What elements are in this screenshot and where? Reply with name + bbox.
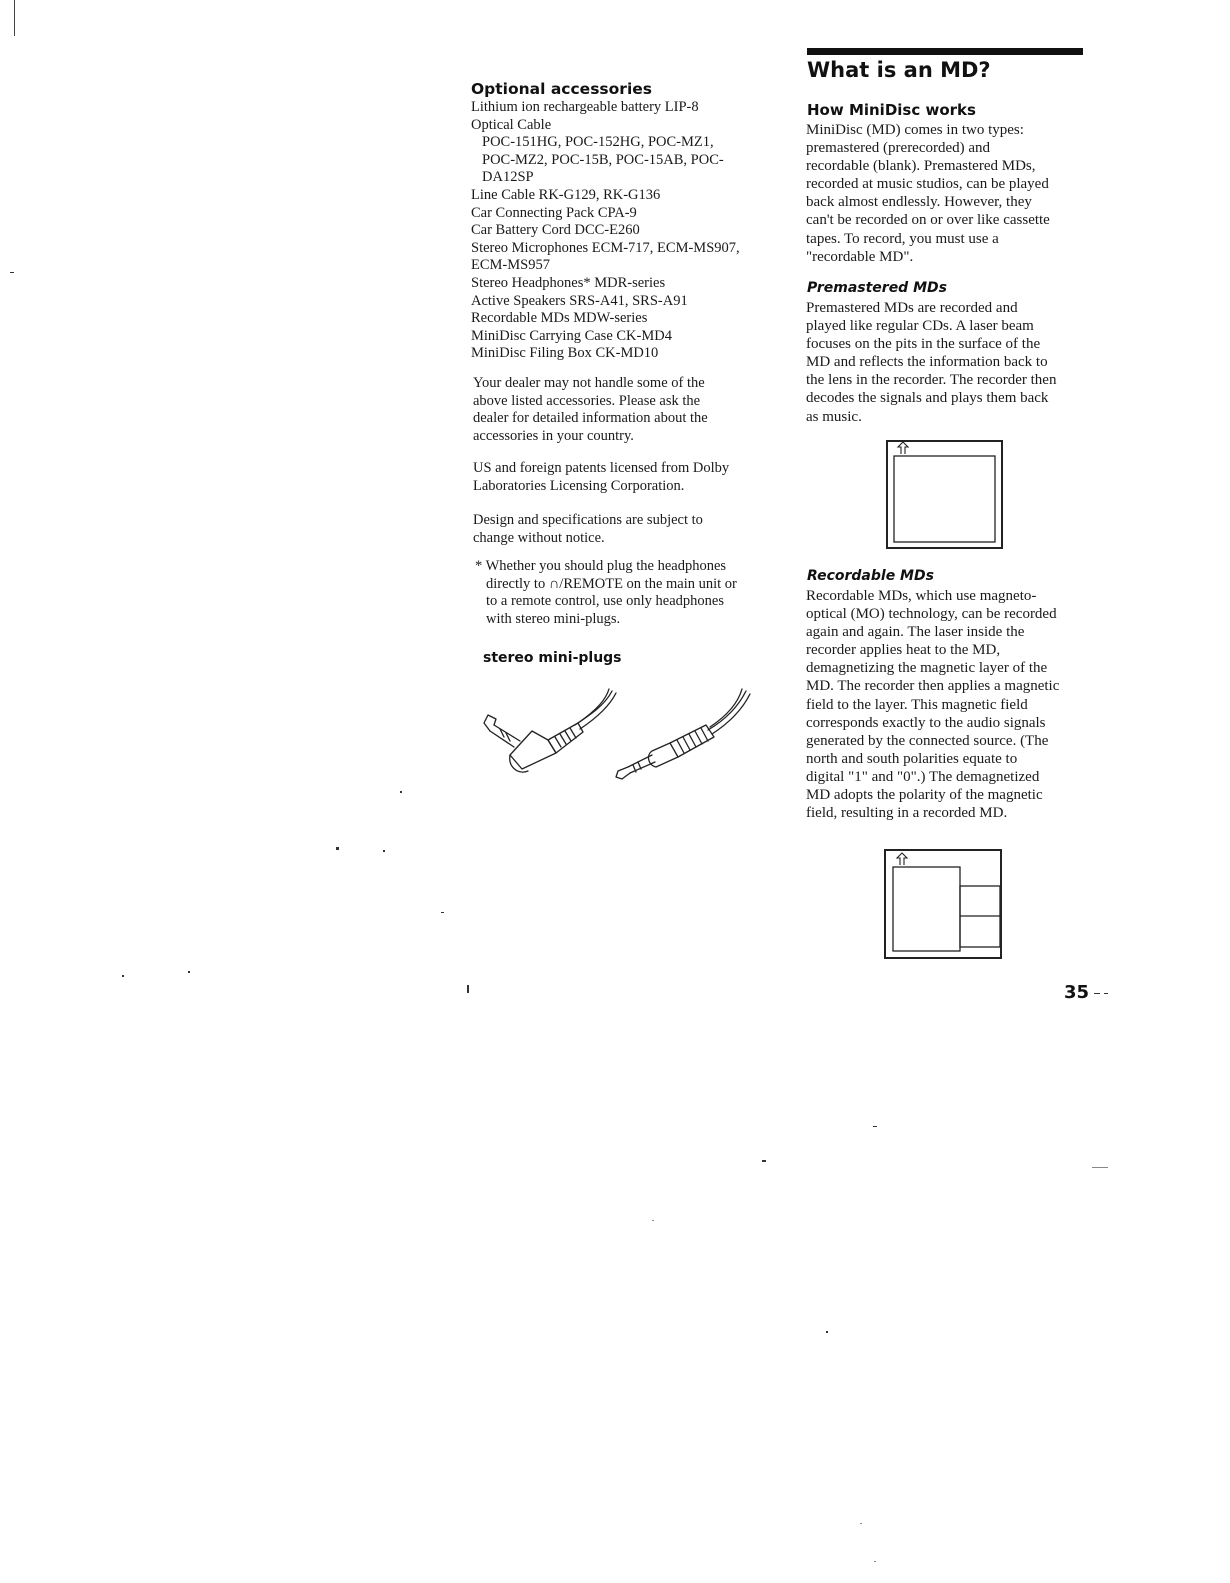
scan-speck [1094,993,1100,994]
paragraph-line: as music. [806,408,862,425]
scan-speck [874,1561,876,1562]
scan-speck [1092,1167,1108,1168]
paragraph-line: played like regular CDs. A laser beam [806,318,1034,335]
accessory-item: Optical Cable [471,116,552,133]
design-note-line: Design and specifications are subject to [473,512,703,528]
accessory-item: DA12SP [482,169,534,186]
paragraph-line: recorded at music studios, can be played [806,176,1049,193]
scan-speck [122,975,124,977]
paragraph-line: field, resulting in a recorded MD. [806,805,1008,822]
paragraph-line: decodes the signals and plays them back [806,390,1049,407]
scan-speck [467,985,469,993]
footnote-line: * Whether you should plug the headphones [475,558,727,574]
premastered-md-diagram [886,440,1004,550]
optional-accessories-heading: Optional accessories [471,80,652,98]
accessory-item: MiniDisc Filing Box CK-MD10 [471,345,659,362]
recordable-mds-heading: Recordable MDs [807,568,934,584]
dealer-note-line: above listed accessories. Please ask the [473,392,701,409]
paragraph-line: corresponds exactly to the audio signals [806,714,1046,731]
accessory-item: Lithium ion rechargeable battery LIP-8 [471,99,699,115]
premastered-mds-heading: Premastered MDs [807,280,947,296]
accessory-item: Stereo Microphones ECM-717, ECM-MS907, [471,239,740,256]
margin-mark [14,0,15,36]
paragraph-line: MD adopts the polarity of the magnetic [806,787,1043,804]
paragraph-line: recordable (blank). Premastered MDs, [806,158,1036,175]
paragraph-line: premastered (prerecorded) and [806,140,991,157]
footnote-line: directly to ∩/REMOTE on the main unit or [486,575,737,592]
footnote-line: with stereo mini-plugs. [486,610,621,627]
accessory-item: Stereo Headphones* MDR-series [471,274,666,291]
paragraph-line: back almost endlessly. However, they [806,194,1032,211]
recordable-md-diagram [884,849,1003,960]
how-minidisc-works-heading: How MiniDisc works [807,101,976,119]
page-title: What is an MD? [807,58,991,82]
dealer-note [473,375,708,445]
paragraph-line: focuses on the pits in the surface of the [806,336,1041,353]
page-number: 35 [1064,982,1090,1003]
insert-arrow-icon [897,853,907,865]
recordable-mds-text [806,587,1059,822]
accessory-item: Recordable MDs MDW-series [471,310,648,327]
dealer-note-line: dealer for detailed information about the [473,410,708,427]
accessory-item: POC-MZ2, POC-15B, POC-15AB, POC- [482,151,724,168]
scan-speck [652,1220,654,1221]
paragraph-line: the lens in the recorder. The recorder then [806,372,1057,389]
paragraph-line: recorder applies heat to the MD, [806,642,1001,659]
paragraph-line: Recordable MDs, which use magneto- [806,588,1037,604]
paragraph-line: digital "1" and "0".) The demagnetized [806,768,1040,785]
paragraph-line: north and south polarities equate to [806,750,1018,767]
headphone-footnote [475,558,737,628]
design-note [473,512,703,547]
scan-speck [762,1160,766,1162]
scan-speck [873,1126,877,1127]
paragraph-line: MiniDisc (MD) comes in two types: [806,122,1024,138]
how-minidisc-works-text [806,121,1050,266]
paragraph-line: demagnetizing the magnetic layer of the [806,660,1048,677]
premastered-mds-text [806,299,1056,426]
scan-speck [1104,993,1108,994]
scan-speck [400,791,402,793]
footnote-line: to a remote control, use only headphones [486,593,724,610]
paragraph-line: "recordable MD". [806,248,914,265]
scan-speck [860,1523,862,1524]
scan-speck [336,847,339,850]
title-rule [807,48,1083,55]
scan-speck [188,971,190,973]
design-note-line: change without notice. [473,529,605,546]
scan-speck [826,1331,828,1333]
patent-note [473,460,729,495]
paragraph-line: MD and reflects the information back to [806,354,1048,371]
scan-speck [383,850,385,852]
stereo-mini-plug-illustration [470,685,760,790]
paragraph-line: field to the layer. This magnetic field [806,696,1028,713]
plug-caption: stereo mini-plugs [483,650,622,666]
patent-note-line: US and foreign patents licensed from Dolby [473,460,730,476]
accessory-item: ECM-MS957 [471,257,550,274]
dealer-note-line: Your dealer may not handle some of the [473,375,705,391]
accessory-item: MiniDisc Carrying Case CK-MD4 [471,327,672,344]
accessory-item: Car Connecting Pack CPA-9 [471,204,637,221]
paragraph-line: optical (MO) technology, can be recorded [806,606,1057,623]
scan-speck [441,912,444,913]
paragraph-line: again and again. The laser inside the [806,624,1025,641]
paragraph-line: generated by the connected source. (The [806,732,1049,749]
paragraph-line: tapes. To record, you must use a [806,230,999,247]
accessory-item: Active Speakers SRS-A41, SRS-A91 [471,292,688,309]
accessory-item: Car Battery Cord DCC-E260 [471,222,640,239]
paragraph-line: MD. The recorder then applies a magnetic [806,678,1060,695]
accessory-item: Line Cable RK-G129, RK-G136 [471,186,661,203]
paragraph-line: Premastered MDs are recorded and [806,300,1018,316]
scan-speck [10,272,14,273]
dealer-note-line: accessories in your country. [473,427,634,444]
accessories-list [471,99,740,363]
accessory-item: POC-151HG, POC-152HG, POC-MZ1, [482,134,714,151]
patent-note-line: Laboratories Licensing Corporation. [473,477,685,494]
insert-arrow-icon [898,442,908,454]
paragraph-line: can't be recorded on or over like cassette [806,212,1050,229]
